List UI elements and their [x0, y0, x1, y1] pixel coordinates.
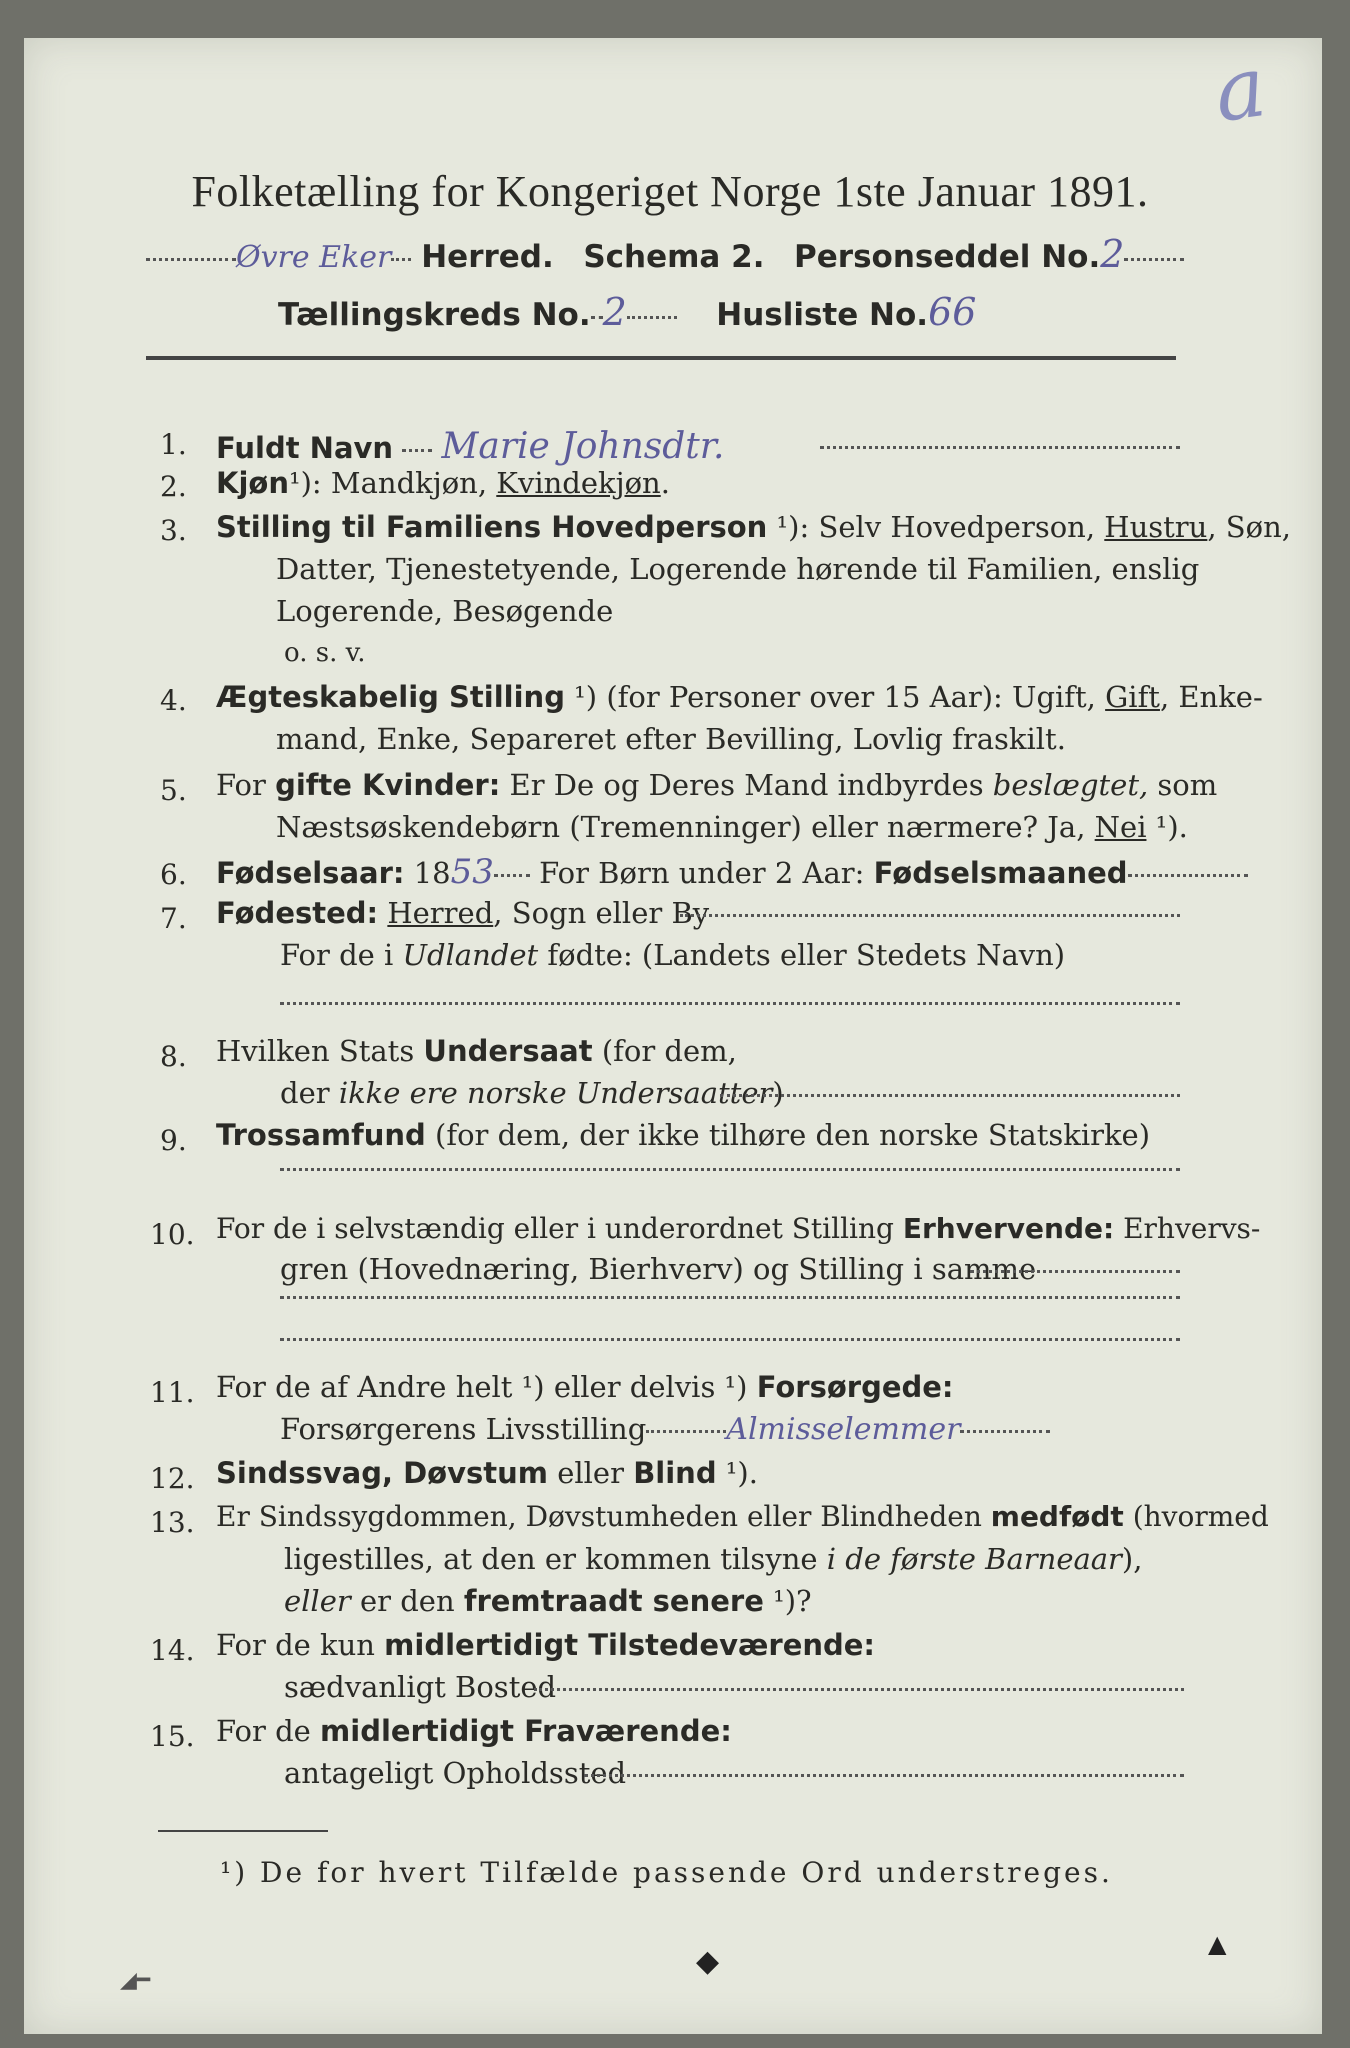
item-10-dotline3 — [280, 1338, 1180, 1341]
item-5-text: Er De og Deres Mand indbyrdes — [500, 768, 993, 802]
item-5-italic: beslægtet, — [992, 768, 1149, 802]
item-3-number: 3. — [160, 514, 187, 547]
schema-label: Schema 2. — [583, 239, 765, 275]
herred-line — [146, 232, 1184, 276]
item-12 — [216, 1456, 758, 1490]
item-8-number: 8. — [160, 1040, 187, 1073]
item-8-label: Undersaat — [423, 1034, 593, 1068]
item-12-label2: Blind — [633, 1456, 717, 1490]
item-10-dotline — [970, 1270, 1180, 1273]
item-7-dotline2 — [280, 1002, 1180, 1005]
herred-label: Herred. — [421, 239, 554, 275]
kreds-line — [278, 290, 976, 334]
item-3-text: ¹): Selv Hovedperson, — [767, 510, 1105, 544]
item-8-line2b: ) — [772, 1076, 784, 1110]
item-13-line2b: ), — [1121, 1542, 1143, 1576]
item-15-line2: antageligt Opholdssted — [284, 1756, 627, 1790]
corner-pencil-mark: a — [1208, 36, 1272, 142]
item-3-label: Stilling til Familiens Hovedperson — [216, 510, 768, 544]
item-5-pre: For — [216, 768, 276, 802]
item-13-pre: Er Sindssygdommen, Døvstumheden eller Blindheden — [216, 1500, 991, 1533]
item-7-line2 — [280, 938, 1065, 972]
item-13-line3 — [284, 1584, 812, 1618]
item-15-number: 15. — [150, 1720, 195, 1753]
item-2-tail: . — [660, 466, 670, 500]
item-3-line2: Datter, Tjenestetyende, Logerende hørende til Familien, enslig — [276, 552, 1200, 586]
item-7-text: , Sogn eller By — [493, 896, 710, 930]
full-name-value: Marie Johnsdtr. — [441, 426, 725, 467]
item-2-number: 2. — [160, 470, 187, 503]
item-10-dotline2 — [280, 1296, 1180, 1299]
form-title: Folketælling for Kongeriget Norge 1ste Januar 1891. — [191, 167, 1149, 216]
kreds-value: 2 — [602, 290, 627, 334]
item-10-label: Erhvervende: — [902, 1212, 1115, 1245]
item-4-line2: mand, Enke, Separeret efter Bevilling, Lovlig fraskilt. — [276, 722, 1066, 756]
item-7-italic: Udlandet — [402, 938, 539, 972]
item-7-line2b: fødte: (Landets eller Stedets Navn) — [538, 938, 1066, 972]
item-1-dotline — [820, 446, 1180, 449]
item-13-italic: i de første Barneaar — [826, 1542, 1122, 1576]
item-7-underlined: Herred — [387, 896, 494, 930]
item-12-label: Sindssvag, Døvstum — [216, 1456, 548, 1490]
item-12-tail: ¹). — [716, 1456, 758, 1490]
item-5-line2a: Næstsøskendebørn (Tremenninger) eller nærmere? Ja, — [276, 810, 1095, 844]
item-5-tail: som — [1148, 768, 1218, 802]
footnote-rule — [158, 1830, 328, 1832]
item-11-line2 — [280, 1412, 1050, 1447]
item-3-tail: , Søn, — [1207, 510, 1292, 544]
item-6-label: Fødselsaar: — [216, 856, 405, 890]
item-5-line2 — [276, 810, 1188, 844]
item-13-line3b: er den — [350, 1584, 464, 1618]
item-7-label: Fødested: — [216, 896, 379, 930]
item-2-label: Kjøn — [216, 466, 289, 500]
item-1-number: 1. — [160, 428, 187, 461]
item-13-label: medfødt — [990, 1500, 1124, 1533]
item-13-label2: fremtraadt senere — [463, 1584, 764, 1618]
herred-value: Øvre Eker — [236, 240, 392, 275]
item-13-number: 13. — [150, 1506, 195, 1539]
item-5-number: 5. — [160, 774, 187, 807]
item-2-text: ¹): Mandkjøn, — [288, 466, 497, 500]
item-6-number: 6. — [160, 858, 187, 891]
item-14 — [216, 1628, 875, 1662]
item-14-line2: sædvanligt Bosted — [284, 1670, 557, 1704]
item-4-tail: , Enke- — [1159, 680, 1263, 714]
item-7 — [216, 896, 709, 930]
item-13-line2 — [284, 1542, 1142, 1576]
item-9-number: 9. — [160, 1124, 187, 1157]
item-4 — [216, 680, 1263, 714]
husliste-label: Husliste No. — [716, 297, 929, 333]
footnote: ¹) De for hvert Tilfælde passende Ord understreges. — [220, 1856, 1113, 1889]
husliste-value: 66 — [928, 290, 977, 334]
item-15-pre: For de — [216, 1714, 321, 1748]
item-8-line2a: der — [280, 1076, 339, 1110]
item-10-pre: For de i selvstændig eller i underordnet Stilling — [216, 1212, 903, 1245]
item-11 — [216, 1370, 954, 1404]
item-8-text: (for dem, — [592, 1034, 737, 1068]
item-8-pre: Hvilken Stats — [216, 1034, 424, 1068]
item-8-line2 — [280, 1076, 784, 1110]
item-2-underlined: Kvindekjøn — [496, 466, 661, 500]
item-4-number: 4. — [160, 684, 187, 717]
item-8 — [216, 1034, 737, 1068]
item-10-text: Erhvervs- — [1114, 1212, 1261, 1245]
item-9-label: Trossamfund — [216, 1118, 426, 1152]
item-6-mid: For Børn under 2 Aar: — [529, 856, 874, 890]
item-6-text: 18 — [404, 856, 451, 890]
item-8-dotline — [720, 1094, 1180, 1097]
item-14-number: 14. — [150, 1634, 195, 1667]
item-9 — [216, 1118, 1150, 1152]
birth-year-value: 53 — [450, 852, 494, 892]
provider-occupation-value: Almisselemmer — [726, 1412, 961, 1447]
item-13-text: (hvormed — [1123, 1500, 1269, 1533]
ink-mark-left: ◢━ — [120, 1968, 151, 1993]
item-4-label: Ægteskabelig Stilling — [216, 680, 565, 714]
item-13-line3c: ¹)? — [763, 1584, 812, 1618]
item-5-label: gifte Kvinder: — [275, 768, 501, 802]
item-10-number: 10. — [150, 1218, 195, 1251]
item-3-line4: o. s. v. — [284, 638, 366, 668]
item-15 — [216, 1714, 732, 1748]
item-11-pre: For de af Andre helt ¹) eller delvis ¹) — [216, 1370, 757, 1404]
item-7-number: 7. — [160, 902, 187, 935]
ink-mark-right: ▲ — [1208, 1930, 1227, 1958]
item-12-number: 12. — [150, 1462, 195, 1495]
item-14-label: midlertidigt Tilstedeværende: — [384, 1628, 876, 1662]
item-4-underlined: Gift — [1105, 680, 1160, 714]
item-14-dotline — [534, 1688, 1184, 1691]
item-7-line2a: For de i — [280, 938, 403, 972]
item-6-label2: Fødselsmaaned — [873, 856, 1128, 890]
item-10-line2: gren (Hovednæring, Bierhverv) og Stilling i samme — [280, 1252, 1037, 1286]
item-14-pre: For de kun — [216, 1628, 385, 1662]
item-3 — [216, 510, 1291, 544]
item-13-line3a: eller — [284, 1584, 351, 1618]
personseddel-label: Personseddel No. — [794, 239, 1101, 275]
item-12-text: eller — [548, 1456, 634, 1490]
item-1-label: Fuldt Navn — [216, 431, 394, 465]
item-9-dotline — [280, 1168, 1180, 1171]
item-8-italic: ikke ere norske Undersaatter — [338, 1076, 773, 1110]
item-15-dotline — [584, 1774, 1184, 1777]
header-rule — [146, 356, 1176, 360]
item-7-dotline — [680, 914, 1180, 917]
item-13-line2a: ligestilles, at den er kommen tilsyne — [284, 1542, 827, 1576]
item-5-line2b: ¹). — [1146, 810, 1188, 844]
item-15-label: midlertidigt Fraværende: — [320, 1714, 732, 1748]
item-3-underlined: Hustru — [1104, 510, 1208, 544]
kreds-label: Tællingskreds No. — [278, 297, 591, 333]
item-4-text: ¹) (for Personer over 15 Aar): Ugift, — [564, 680, 1106, 714]
item-9-text: (for dem, der ikke tilhøre den norske Statskirke) — [425, 1118, 1151, 1152]
ink-blot-mark: ◆ — [696, 1944, 720, 1979]
item-11-line2: Forsørgerens Livsstilling — [280, 1412, 647, 1446]
item-1 — [216, 426, 724, 467]
item-5 — [216, 768, 1217, 802]
item-10 — [216, 1212, 1260, 1245]
item-3-line3: Logerende, Besøgende — [276, 594, 614, 628]
item-11-number: 11. — [150, 1376, 195, 1409]
item-2 — [216, 466, 670, 500]
item-6 — [216, 852, 1248, 892]
item-11-label: Forsørgede: — [756, 1370, 954, 1404]
item-5-underlined: Nei — [1094, 810, 1147, 844]
personseddel-value: 2 — [1100, 232, 1125, 276]
item-13 — [216, 1500, 1269, 1533]
